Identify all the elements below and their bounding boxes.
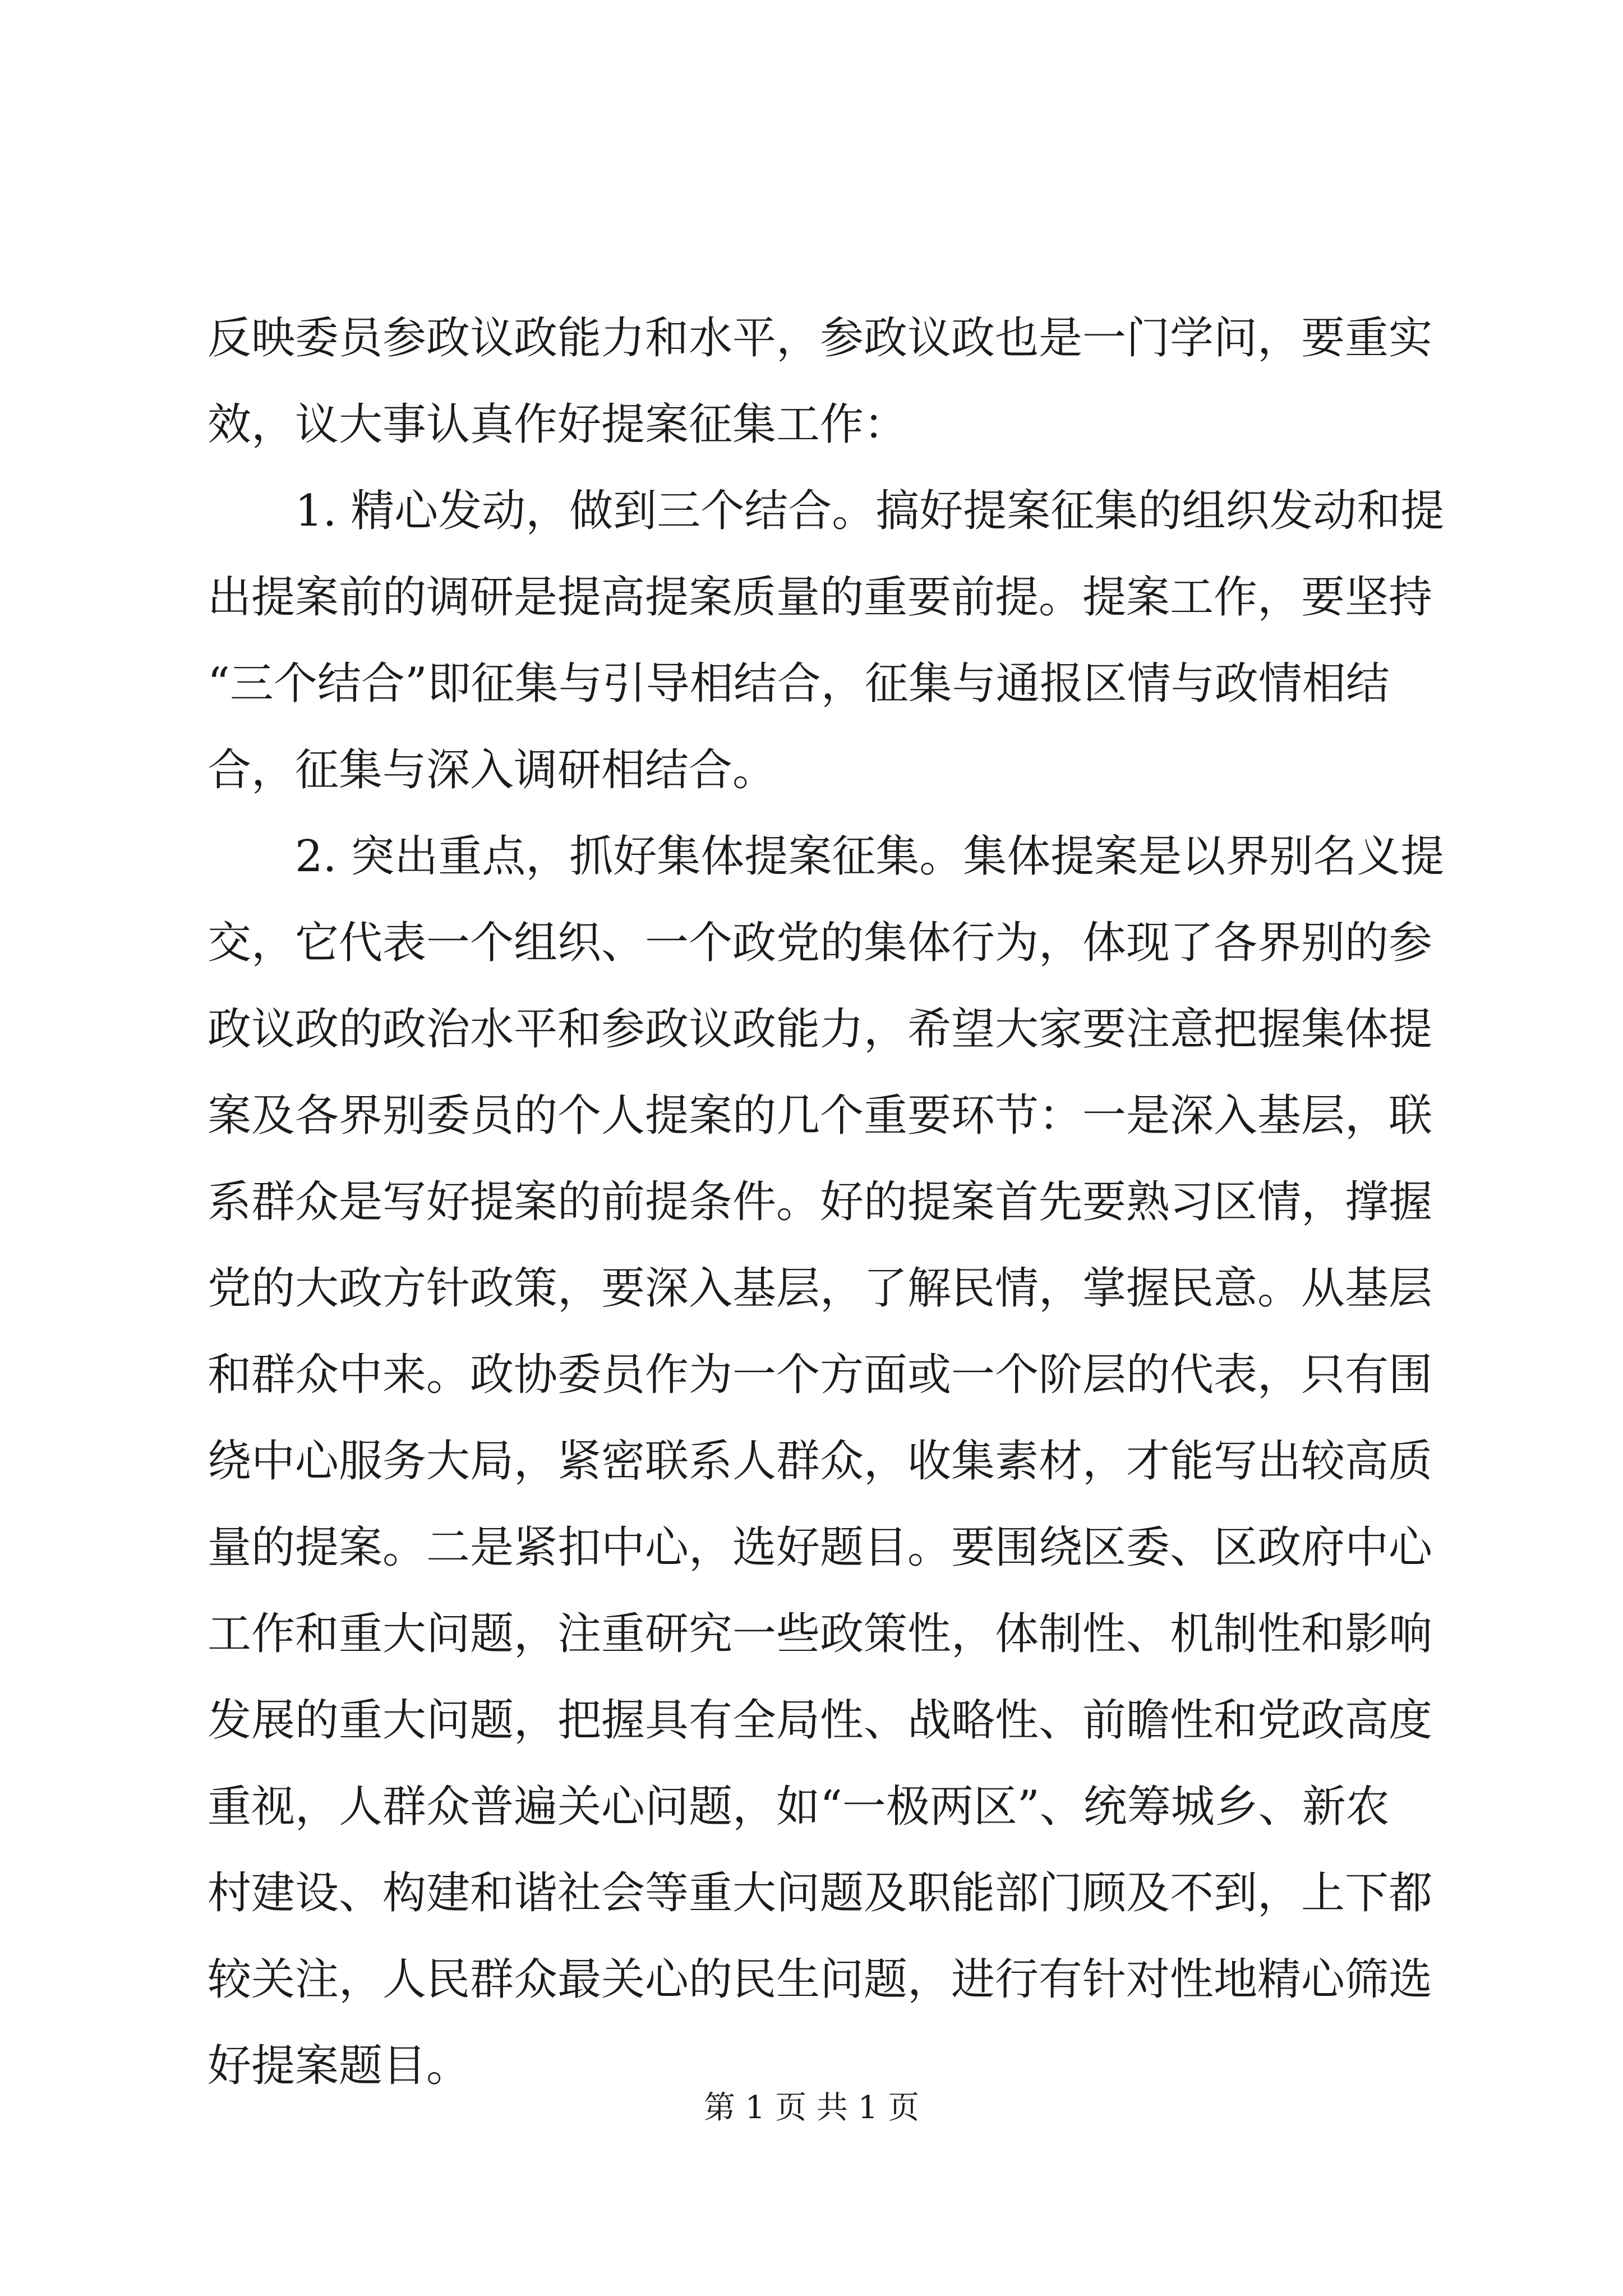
text-line: “三个结合”即征集与引导相结合，征集与通报区情与政情相结 <box>208 659 1390 709</box>
text-line: 效，议大事认真作好提案征集工作： <box>208 399 908 450</box>
text-line: 政议政的政治水平和参政议政能力，希望大家要注意把握集体提 <box>208 1004 1433 1055</box>
text-line: 案及各界别委员的个人提案的几个重要环节：一是深入基层，联 <box>208 1091 1433 1141</box>
text-line: 合，征集与深入调研相结合。 <box>208 745 777 795</box>
text-line: 和群众中来。政协委员作为一个方面或一个阶层的代表，只有围 <box>208 1350 1433 1400</box>
text-line: 重视，人群众普遍关心问题，如“一极两区”、统筹城乡、新农 <box>208 1782 1390 1832</box>
text-line: 交，它代表一个组织、一个政党的集体行为，体现了各界别的参 <box>208 918 1433 968</box>
text-line: 党的大政方针政策，要深入基层，了解民情，掌握民意。从基层 <box>208 1263 1433 1314</box>
text-line: 绕中心服务大局，紧密联系人群众，收集素材，才能写出较高质 <box>208 1436 1433 1487</box>
text-line: 较关注，人民群众最关心的民生问题，进行有针对性地精心筛选 <box>208 1954 1433 2005</box>
text-line: 系群众是写好提案的前提条件。好的提案首先要熟习区情，撑握 <box>208 1177 1433 1227</box>
text-line: 工作和重大问题，注重研究一些政策性，体制性、机制性和影响 <box>208 1609 1433 1659</box>
text-line: 村建设、构建和谐社会等重大问题及职能部门顾及不到，上下都 <box>208 1868 1433 1918</box>
text-line: 2. 突出重点，抓好集体提案征集。集体提案是以界别名义提 <box>208 831 1445 882</box>
text-line: 1. 精心发动，做到三个结合。搞好提案征集的组织发动和提 <box>208 486 1445 536</box>
text-line: 发展的重大问题，把握具有全局性、战略性、前瞻性和党政高度 <box>208 1695 1433 1746</box>
page-number-footer: 第 1 页 共 1 页 <box>703 2090 920 2126</box>
text-line: 好提案题目。 <box>208 2041 471 2091</box>
text-line: 量的提案。二是紧扣中心，选好题目。要围绕区委、区政府中心 <box>208 1522 1433 1573</box>
text-line: 出提案前的调研是提高提案质量的重要前提。提案工作，要坚持 <box>208 572 1433 623</box>
text-line: 反映委员参政议政能力和水平，参政议政也是一门学问，要重实 <box>208 313 1433 364</box>
